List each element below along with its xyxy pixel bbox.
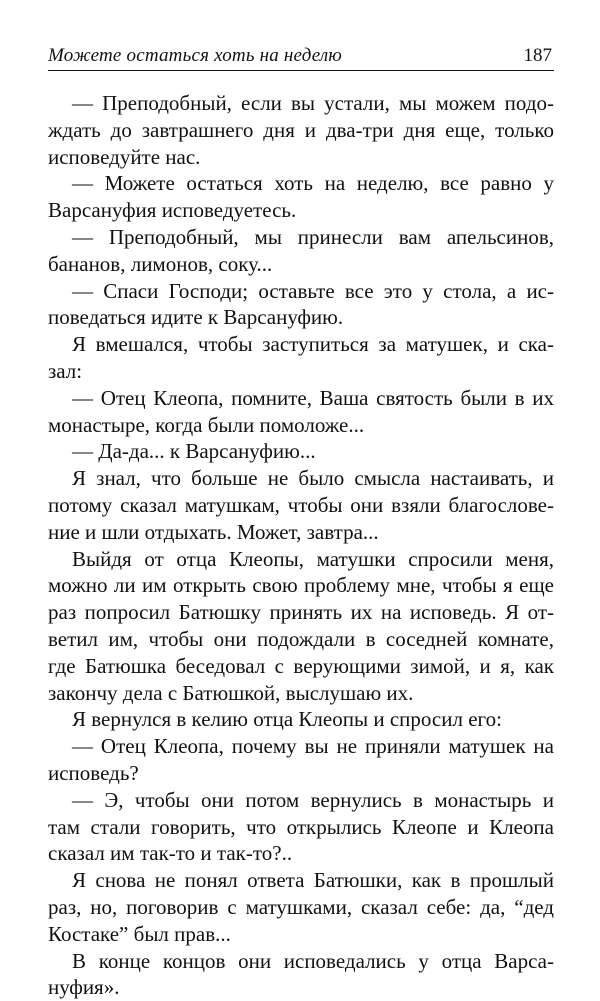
- text-line: раз, но, поговорив с матушками, сказал себе: да, “дед: [48, 894, 554, 919]
- text-line: ние и шли отдыхать. Может, завтра...: [48, 519, 379, 544]
- text-line: Я знал, что больше не было смысла настаивать, и: [72, 466, 554, 491]
- body-text: [48, 90, 554, 1001]
- text-line: — Преподобный, если вы устали, мы можем подо-: [72, 91, 554, 115]
- text-line: — Преподобный, мы принесли вам апельсинов,: [72, 224, 554, 249]
- text-line: ждать до завтрашнего дня и два-три дня еще, только: [48, 117, 554, 142]
- text-line: там стали говорить, что открылись Клеопе и Клеопа: [48, 814, 554, 839]
- text-line: исповедь?: [48, 760, 139, 785]
- text-line: где Батюшка беседовал с верующими зимой, и я, как: [48, 653, 554, 678]
- text-line: бананов, лимонов, соку...: [48, 251, 273, 276]
- text-line: Выйдя от отца Клеопы, матушки спросили меня,: [72, 546, 554, 571]
- text-line: потому сказал матушкам, чтобы они взяли благослове-: [48, 492, 554, 517]
- text-line: Я снова не понял ответа Батюшки, как в прошлый: [72, 868, 554, 893]
- text-line: — Да-да... к Варсануфию...: [72, 439, 316, 464]
- text-line: Костаке” был прав...: [48, 921, 231, 946]
- text-line: ветил им, чтобы они подождали в соседней комнате,: [48, 626, 554, 651]
- running-title: Можете остаться хоть на неделю: [48, 45, 342, 66]
- text-line: — Можете остаться хоть на неделю, все равно у: [72, 171, 554, 196]
- text-line: зал:: [48, 358, 83, 383]
- text-line: можно ли им открыть свою проблему мне, чтобы я еще: [48, 573, 554, 598]
- text-line: — Спаси Господи; оставьте все это у стола, а ис-: [72, 278, 554, 303]
- text-line: В конце концов они исповедались у отца Варса-: [72, 948, 554, 973]
- text-line: — Отец Клеопа, почему вы не приняли матушек на: [72, 734, 554, 759]
- text-line: — Отец Клеопа, помните, Ваша святость были в их: [72, 385, 554, 410]
- text-line: поведаться идите к Варсануфию.: [48, 305, 344, 330]
- text-line: монастыре, когда были помоложе...: [48, 412, 365, 437]
- text-line: сказал им так-то и так-то?..: [48, 841, 293, 866]
- text-line: Я вернулся в келию отца Клеопы и спросил его:: [72, 707, 502, 732]
- page-number: 187: [523, 45, 552, 66]
- text-line: закончу дела с Батюшкой, выслушаю их.: [48, 680, 414, 705]
- text-line: нуфия».: [48, 975, 120, 1000]
- text-line: — Э, чтобы они потом вернулись в монастырь и: [72, 787, 554, 812]
- text-line: исповедуйте нас.: [48, 144, 201, 169]
- running-header: [48, 42, 554, 71]
- text-line: Я вмешался, чтобы заступиться за матушек, и ска-: [72, 332, 554, 357]
- text-line: раз попросил Батюшку принять их на исповедь. Я от-: [48, 600, 554, 625]
- text-line: Варсануфия исповедуетесь.: [48, 198, 297, 223]
